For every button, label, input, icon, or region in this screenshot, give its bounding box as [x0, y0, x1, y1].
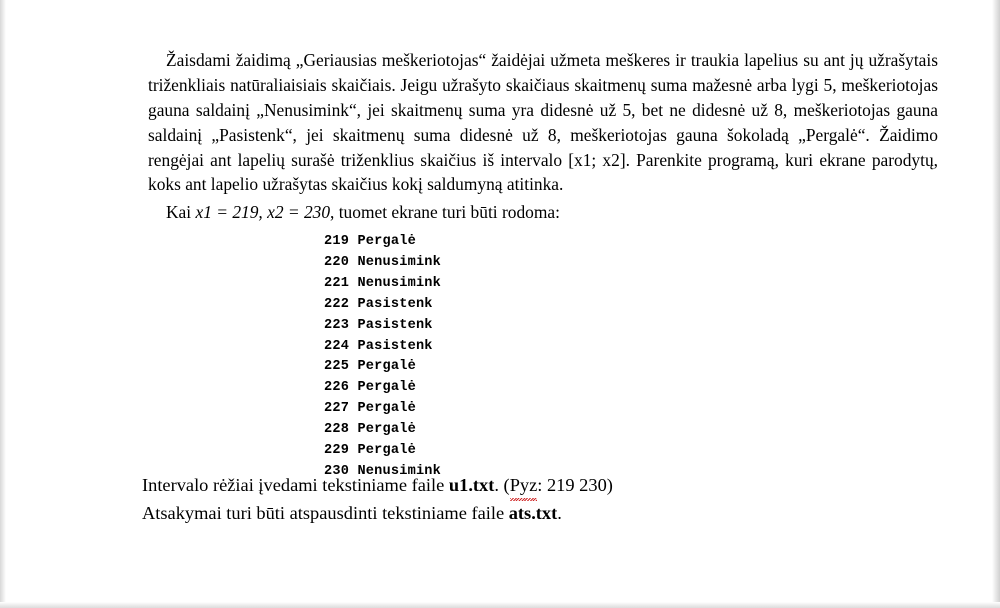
- example-intro-line: [148, 200, 938, 225]
- list-item: [324, 316, 938, 337]
- output-file-suffix: .: [557, 502, 562, 523]
- input-example-label: Pyz: [510, 472, 538, 500]
- page-edge-bottom: [0, 602, 1000, 608]
- input-file-name: u1.txt: [448, 475, 495, 495]
- list-item: [324, 441, 938, 462]
- listing-label: Nenusimink: [357, 275, 442, 291]
- task-description-paragraph: Žaisdami žaidimą „Geriausias meškeriotojas“ žaidėjai užmeta meškeres ir traukia lapelius su ant jų užrašytais triženkliais natūraliaisiais skaičiais. Jeigu užrašyto skaičiaus skaitmenų suma mažesnė arba lygi 5, meškeriotojas gauna saldainį „Nenusimink“, jei skaitmenų suma yra didesnė už 5, bet ne didesnė už 8, meškeriotojas gauna saldainį „Pasistenk“, jei skaitmenų suma didesnė už 8, meškeriotojas gauna šokoladą „Pergalė“. Žaidimo rengėjai ant lapelių surašė triženklius skaičius iš intervalo [x1; x2]. Parenkite programą, kuri ekrane parodytų, koks ant lapelio užrašytas skaičius kokį saldumyną atitinka.: [148, 50, 938, 195]
- listing-number: 228: [324, 421, 350, 437]
- listing-label: Pergalė: [357, 380, 416, 396]
- listing-number: 224: [324, 338, 350, 354]
- listing-label: Pasistenk: [357, 338, 433, 354]
- input-file-prefix: Intervalo rėžiai įvedami tekstiniame faile: [142, 475, 449, 495]
- output-listing: [148, 232, 938, 482]
- example-intro-variables: x1 = 219, x2 = 230: [195, 202, 331, 223]
- file-instructions: [142, 472, 942, 527]
- page-edge-left: [0, 0, 6, 608]
- listing-number: 221: [324, 275, 350, 291]
- page-edge-right: [992, 0, 1000, 608]
- list-item: [324, 420, 938, 441]
- list-item: [324, 295, 938, 316]
- document-body: [148, 48, 938, 483]
- listing-label: Pergalė: [357, 234, 416, 250]
- listing-label: Pasistenk: [357, 296, 433, 312]
- example-intro-prefix: Kai: [166, 202, 196, 223]
- list-item: [324, 337, 938, 358]
- output-file-name: ats.txt: [508, 502, 558, 523]
- listing-label: Nenusimink: [357, 463, 442, 479]
- list-item: [324, 357, 938, 378]
- input-example-values: : 219 230): [537, 475, 613, 495]
- listing-label: Pergalė: [357, 401, 416, 417]
- listing-label: Pergalė: [357, 442, 416, 458]
- listing-label: Pasistenk: [357, 317, 433, 333]
- output-file-prefix: Atsakymai turi būti atspausdinti tekstiniame faile: [142, 502, 509, 523]
- input-file-paren-open: . (: [494, 475, 510, 495]
- listing-number: 227: [324, 401, 350, 417]
- listing-label: Pergalė: [357, 359, 416, 375]
- input-file-line: [142, 472, 942, 500]
- listing-label: Nenusimink: [357, 255, 442, 271]
- list-item: [324, 378, 938, 399]
- listing-number: 220: [324, 255, 350, 271]
- listing-number: 226: [324, 380, 350, 396]
- example-intro-suffix: , tuomet ekrane turi būti rodoma:: [330, 202, 560, 223]
- listing-number: 222: [324, 296, 350, 312]
- list-item: [324, 253, 938, 274]
- list-item: [324, 232, 938, 253]
- listing-number: 229: [324, 442, 350, 458]
- listing-number: 219: [324, 234, 350, 250]
- listing-label: Pergalė: [357, 421, 416, 437]
- list-item: [324, 399, 938, 420]
- listing-number: 230: [324, 463, 350, 479]
- output-file-line: [142, 500, 942, 528]
- list-item: [324, 274, 938, 295]
- listing-number: 225: [324, 359, 350, 375]
- listing-number: 223: [324, 317, 350, 333]
